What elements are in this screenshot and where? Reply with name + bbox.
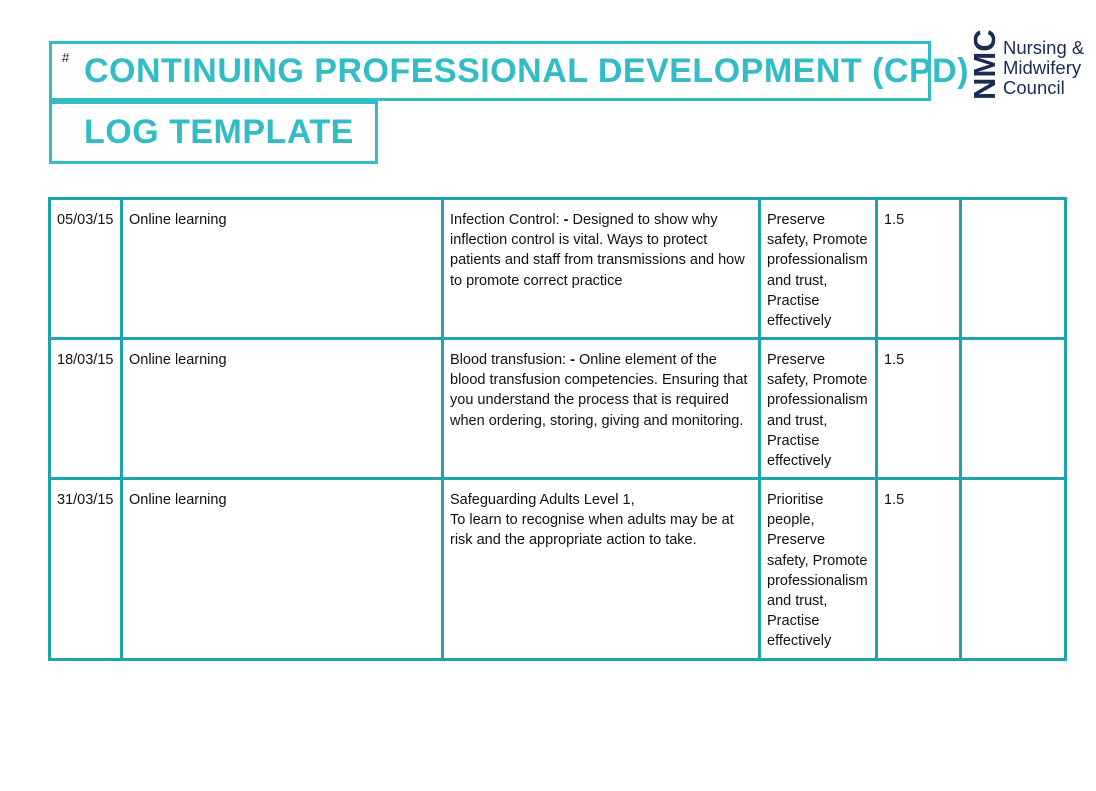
cell-code: Prioritise people, Preserve safety, Promote professionalism and trust, Practise effectively bbox=[760, 479, 877, 660]
cell-code: Preserve safety, Promote professionalism and trust, Practise effectively bbox=[760, 339, 877, 479]
cell-description-text: Online element of the blood transfusion competencies. Ensuring that you understand the process that is required when ordering, storing, giving and monitoring. bbox=[450, 352, 748, 429]
cpd-log-table bbox=[48, 197, 1067, 661]
cell-description bbox=[443, 199, 760, 339]
cell-description-text: Designed to show why inflection control is vital. Ways to protect patients and staff from transmissions and how to promote correct practice bbox=[450, 212, 745, 289]
cell-method: Online learning bbox=[122, 339, 443, 479]
cell-dash: - bbox=[570, 352, 575, 368]
table-row bbox=[50, 479, 1066, 660]
cell-extra bbox=[961, 479, 1066, 660]
cell-date: 31/03/15 bbox=[50, 479, 122, 660]
cell-hours: 1.5 bbox=[877, 479, 961, 660]
cell-description bbox=[443, 339, 760, 479]
cell-date: 05/03/15 bbox=[50, 199, 122, 339]
cell-extra bbox=[961, 199, 1066, 339]
cell-date: 18/03/15 bbox=[50, 339, 122, 479]
cell-dash: - bbox=[563, 212, 569, 228]
cell-topic: Safeguarding Adults Level 1, bbox=[450, 492, 635, 508]
table-row bbox=[50, 339, 1066, 479]
cell-method: Online learning bbox=[122, 479, 443, 660]
nmc-logo-mark-icon bbox=[967, 29, 1002, 102]
cell-hours: 1.5 bbox=[877, 339, 961, 479]
logo-wordmark bbox=[1003, 38, 1084, 98]
cell-extra bbox=[961, 339, 1066, 479]
hash-mark: # bbox=[62, 50, 70, 65]
cell-topic: Infection Control: bbox=[450, 212, 560, 228]
cell-code: Preserve safety, Promote professionalism and trust, Practise effectively bbox=[760, 199, 877, 339]
logo-line-midwifery: Midwifery bbox=[1003, 57, 1082, 78]
cell-topic: Blood transfusion: bbox=[450, 352, 567, 368]
nmc-logo bbox=[967, 29, 1094, 102]
table-row bbox=[50, 199, 1066, 339]
cell-method: Online learning bbox=[122, 199, 443, 339]
cell-description bbox=[443, 479, 760, 660]
nmc-logo-mark-text: NMC bbox=[967, 29, 1002, 100]
page-title: CONTINUING PROFESSIONAL DEVELOPMENT (CPD) bbox=[84, 52, 970, 90]
cell-hours: 1.5 bbox=[877, 199, 961, 339]
logo-line-nursing: Nursing & bbox=[1003, 37, 1085, 58]
cell-description-text: To learn to recognise when adults may be at risk and the appropriate action to take. bbox=[450, 512, 734, 549]
page-subtitle: LOG TEMPLATE bbox=[84, 113, 354, 151]
logo-line-council: Council bbox=[1003, 77, 1065, 98]
